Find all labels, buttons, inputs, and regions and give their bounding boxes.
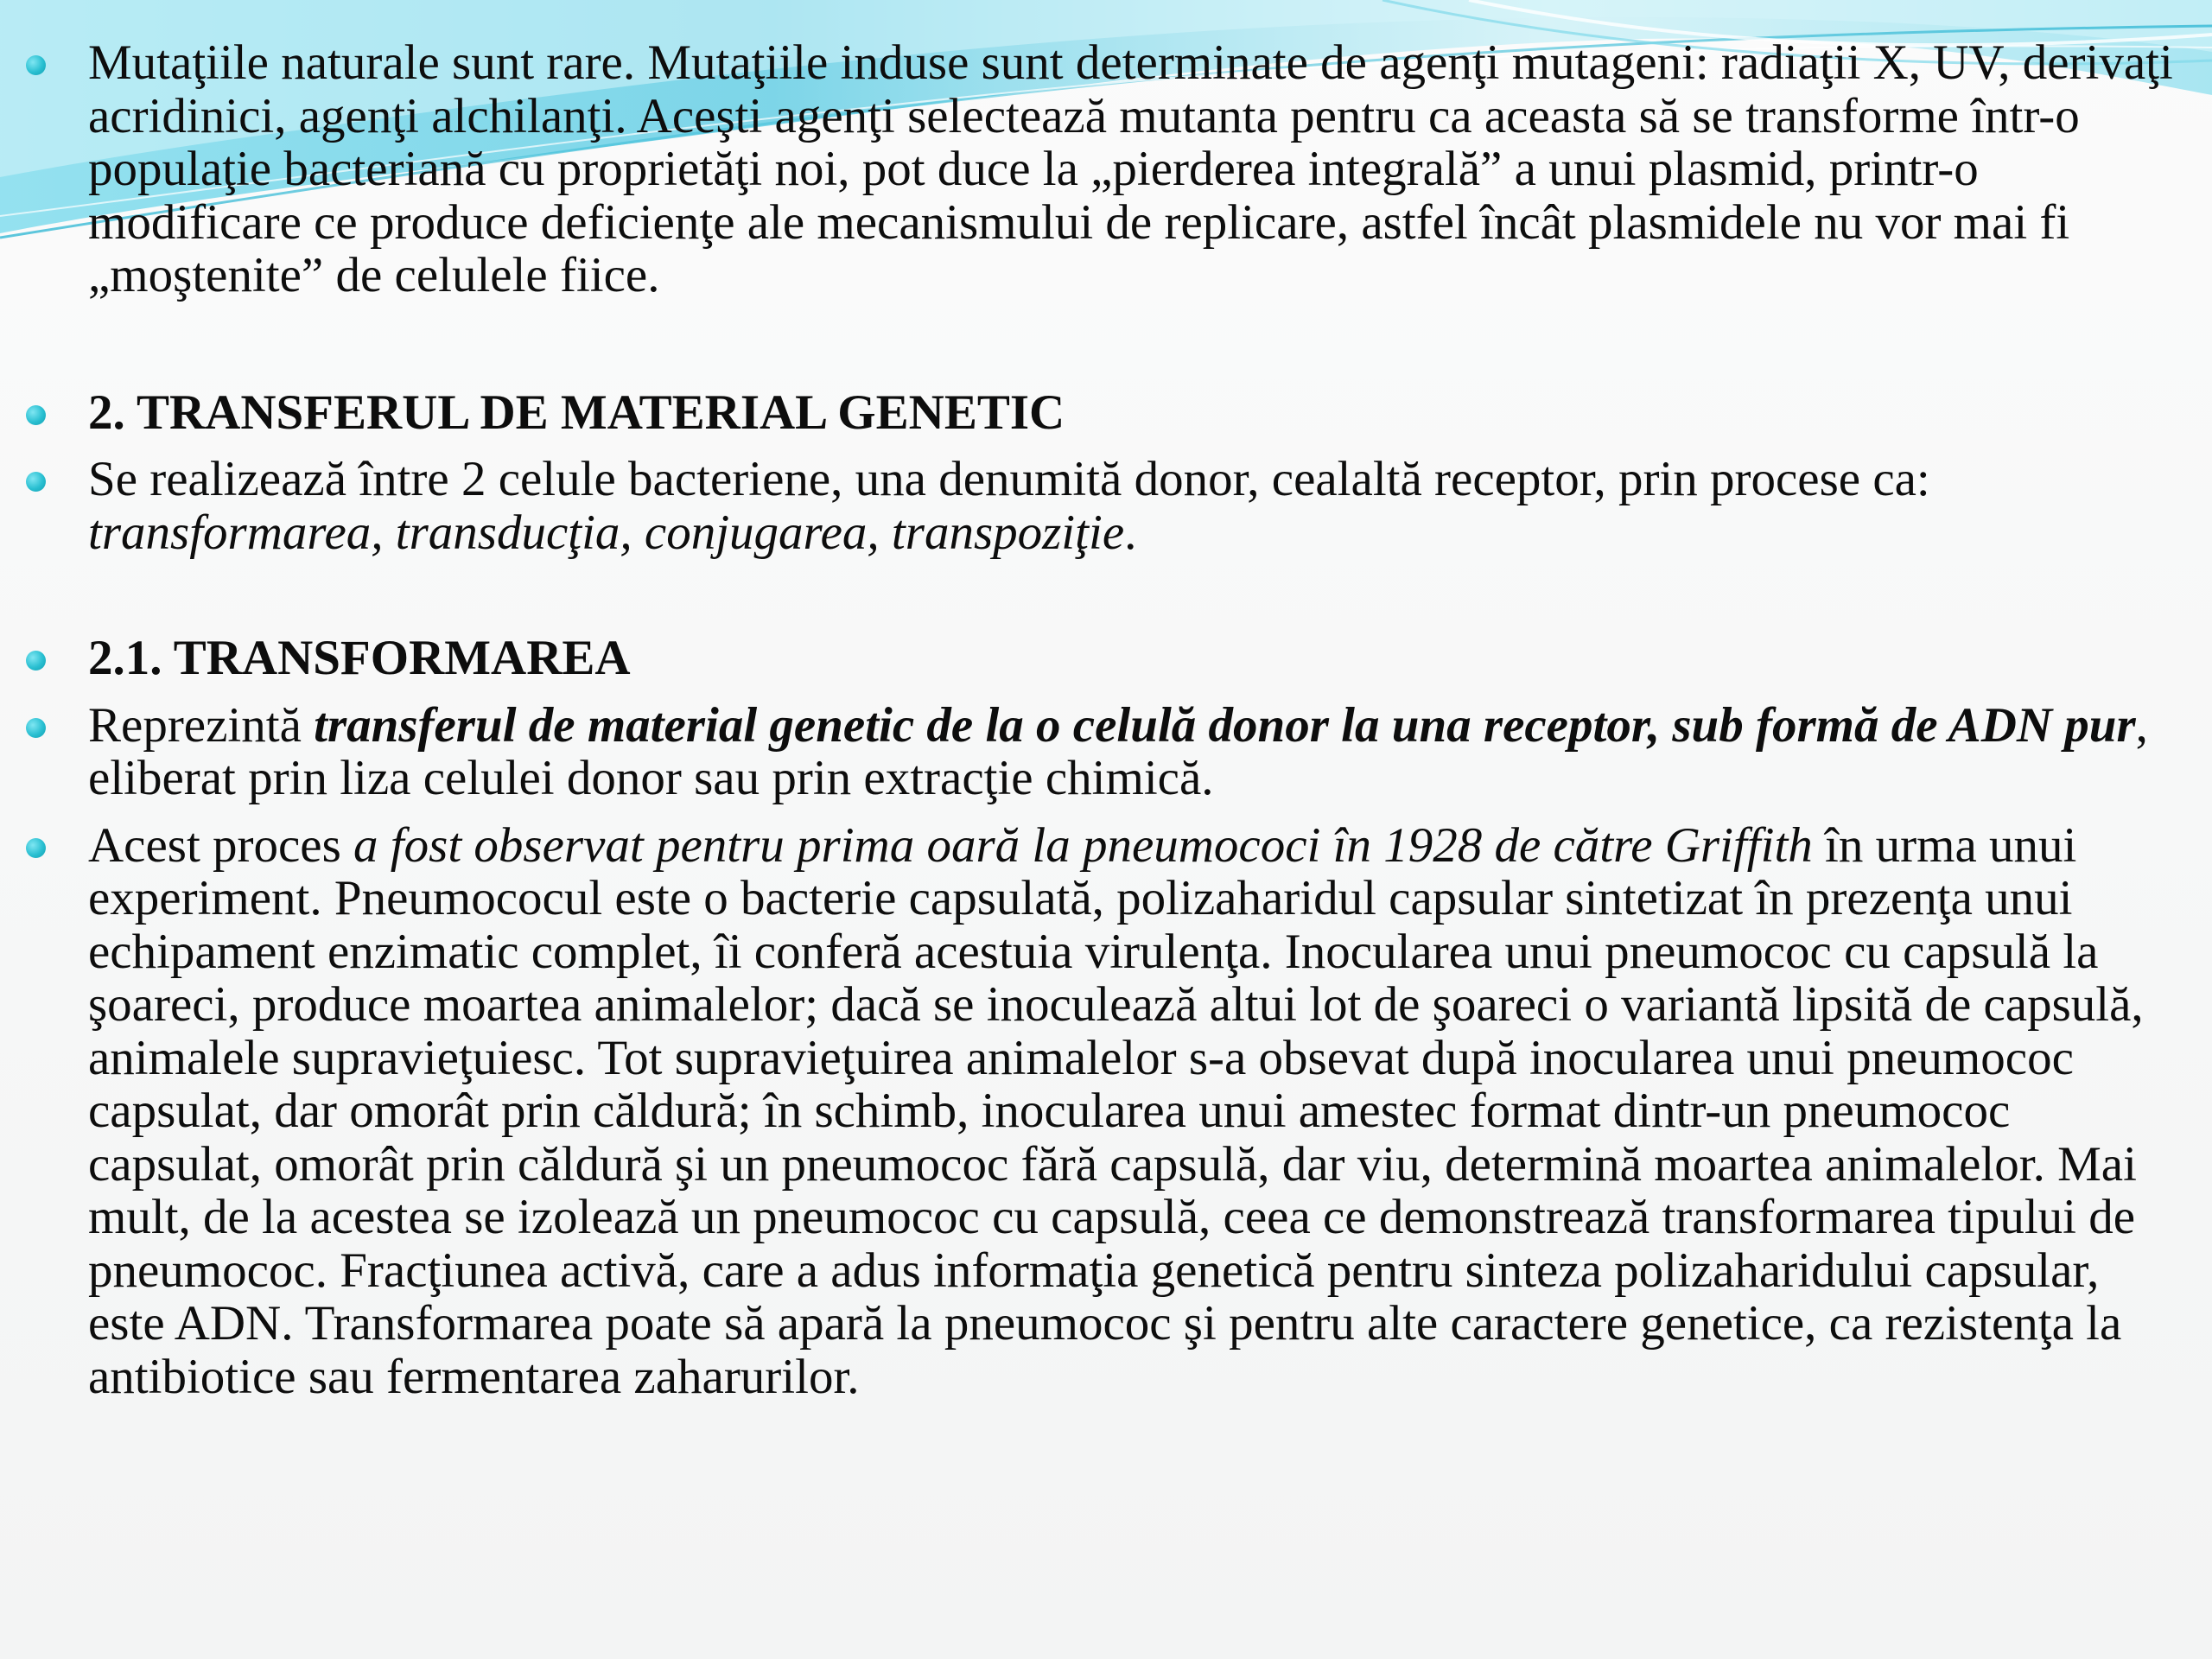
- bullet-paragraph-mutations: [26, 36, 2186, 302]
- paragraph-end: .: [1124, 505, 1137, 560]
- bullet-icon: [26, 718, 46, 738]
- slide-body: [26, 36, 2186, 1403]
- bullet-icon: [26, 55, 46, 75]
- bullet-paragraph-transfer-processes: [26, 453, 2186, 559]
- bullet-heading-transformation: [26, 632, 2186, 685]
- paragraph-text: Acest proces: [88, 817, 354, 873]
- bullet-icon: [26, 838, 46, 858]
- paragraph-end: , eliberat prin liza celulei donor sau prin extracţie chimică.: [88, 697, 2148, 805]
- paragraph-text: Reprezintă: [88, 697, 315, 753]
- bullet-paragraph-griffith: [26, 819, 2186, 1404]
- bullet-heading-transfer: [26, 386, 2186, 440]
- bullet-paragraph-definition: [26, 699, 2186, 805]
- section-heading: 2.1. TRANSFORMAREA: [88, 631, 631, 685]
- italic-process-list: transformarea, transducţia, conjugarea, transpoziţie: [88, 505, 1125, 560]
- italic-griffith-observation: a fost observat pentru prima oară la pneumococi în 1928 de către Griffith: [353, 817, 1813, 873]
- paragraph-text: Mutaţiile naturale sunt rare. Mutaţiile induse sunt determinate de agenţi mutageni: radiaţii X, UV, derivaţi acridinici, agenţi alchilanţi. Aceşti agenţi selectează mutanta pentru ca aceasta să se transforme într-o populaţie bacteriană cu proprietăţi noi, pot duce la „pierderea integrală” a unui plasmid, printr-o modificare ce produce deficienţe ale mecanismului de replicare, astfel încât plasmidele nu vor mai fi „moştenite” de celulele fiice.: [88, 35, 2173, 302]
- bullet-icon: [26, 651, 46, 671]
- bullet-icon: [26, 472, 46, 492]
- bold-italic-definition: transferul de material genetic de la o celulă donor la una receptor, sub formă de ADN pur: [314, 697, 2136, 753]
- bullet-icon: [26, 405, 46, 425]
- paragraph-text: Se realizează între 2 celule bacteriene, una denumită donor, cealaltă receptor, prin procese ca:: [88, 452, 1930, 506]
- section-heading: 2. TRANSFERUL DE MATERIAL GENETIC: [88, 385, 1065, 440]
- paragraph-rest: în urma unui experiment. Pneumococul este o bacterie capsulată, polizaharidul capsular sintetizat în prezenţa unui echipament enzimatic complet, îi conferă acestuia virulenţa. Inocularea unui pneumococ cu capsulă la şoareci, produce moartea animalelor; dacă se inoculează altui lot de şoareci o variantă lipsită de capsulă, animalele supravieţuiesc. Tot supravieţuirea animalelor s-a obsevat după inocularea unui pneumococ capsulat, dar omorât prin căldură; în schimb, inocularea unui amestec format dintr-un pneumococ capsulat, omorât prin căldură şi un pneumococ fără capsulă, dar viu, determină moartea animalelor. Mai mult, de la acestea se izolează un pneumococ cu capsulă, ceea ce demonstrează transformarea tipului de pneumococ. Fracţiunea activă, care a adus informaţia genetică pentru sinteza polizaharidului capsular, este ADN. Transformarea poate să apară la pneumococ şi pentru alte caractere genetice, ca rezistenţa la antibiotice sau fermentarea zaharurilor.: [88, 817, 2144, 1404]
